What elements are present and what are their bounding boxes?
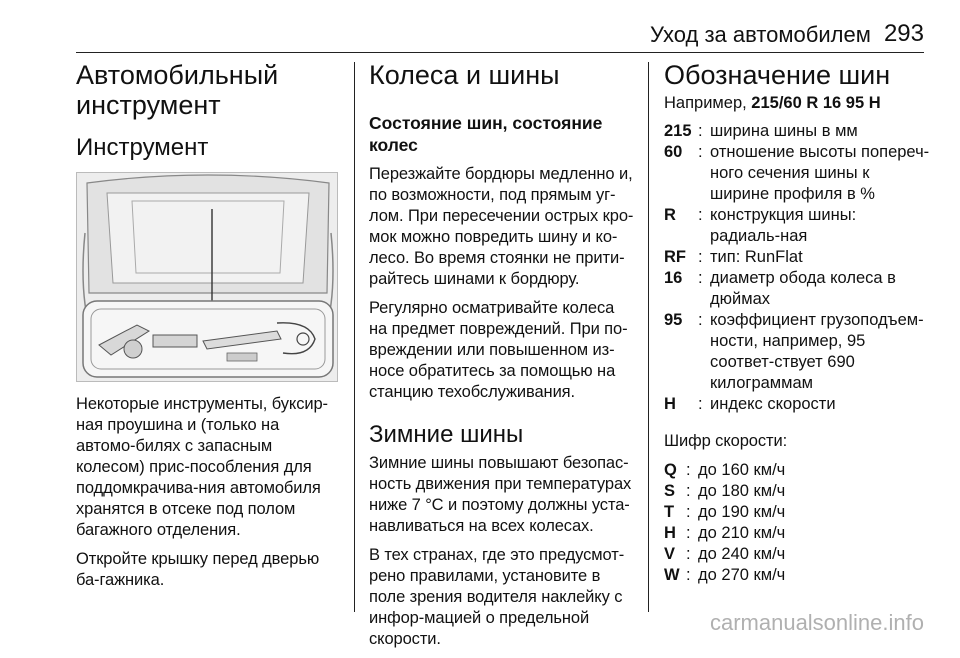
definition-key: 16	[664, 269, 683, 287]
speed-value: до 180 км/ч	[698, 482, 786, 500]
section-heading-line-2: инструмент	[76, 90, 221, 120]
definition-list	[664, 121, 930, 415]
speed-key: V	[664, 545, 676, 563]
definition-colon: :	[698, 269, 703, 287]
definition-colon: :	[698, 206, 703, 224]
definition-key: 215	[664, 122, 692, 140]
speed-row	[664, 544, 930, 565]
tyre-example	[664, 94, 930, 113]
column-tyre-designation	[664, 60, 930, 586]
definition-row	[664, 268, 930, 310]
speed-colon: :	[686, 545, 691, 563]
column-tools	[76, 60, 338, 599]
subheading-tools: Инструмент	[76, 134, 209, 161]
definition-colon: :	[698, 143, 703, 161]
speed-value: до 210 км/ч	[698, 524, 786, 542]
speed-row	[664, 523, 930, 544]
definition-row	[664, 205, 930, 247]
speed-key: H	[664, 524, 676, 542]
header-title: Уход за автомобилем	[650, 22, 871, 47]
speed-colon: :	[686, 482, 691, 500]
section-heading-tools	[76, 60, 338, 120]
section-heading-wheels: Колеса и шины	[369, 60, 560, 90]
definition-key: RF	[664, 248, 686, 266]
section-heading-tyre-designation: Обозначение шин	[664, 60, 891, 90]
speed-colon: :	[686, 461, 691, 479]
page-number: 293	[883, 20, 924, 47]
speed-colon: :	[686, 503, 691, 521]
definition-row	[664, 247, 930, 268]
speed-value: до 270 км/ч	[698, 566, 786, 584]
subheading-winter-tyres: Зимние шины	[369, 421, 524, 448]
column-divider-2	[648, 62, 649, 612]
speed-sticker-paragraph: В тех странах, где это предусмот-рено правилами, установите в поле зрения водителя наклейку с инфор-мацией о предельной скорости.	[369, 546, 625, 648]
speed-value: до 190 км/ч	[698, 503, 786, 521]
speed-key: W	[664, 566, 680, 584]
speed-row	[664, 481, 930, 502]
definition-value: диаметр обода колеса в дюймах	[710, 269, 896, 308]
section-heading-line-1: Автомобильный	[76, 60, 279, 90]
definition-value: индекс скорости	[710, 395, 836, 413]
speed-key: S	[664, 482, 676, 500]
definition-key: H	[664, 395, 676, 413]
speed-colon: :	[686, 566, 691, 584]
definition-value: коэффициент грузоподъем-ности, например, 95 соответ-ствует 690 килограммам	[710, 311, 924, 392]
definition-row	[664, 310, 930, 394]
speed-code-list	[664, 460, 930, 586]
definition-colon: :	[698, 311, 703, 329]
tools-storage-paragraph: Некоторые инструменты, буксир-ная проушина и (только на автомо-билях с запасным колесом) прис-пособления для поддомкрачива-ния автомобиля хранятся в отсеке под полом багажного отделения.	[76, 395, 328, 539]
speed-value: до 160 км/ч	[698, 461, 786, 479]
definition-value: конструкция шины: радиаль-ная	[710, 206, 857, 245]
definition-value: ширина шины в мм	[710, 122, 858, 140]
speed-key: Q	[664, 461, 677, 479]
definition-row	[664, 142, 930, 205]
speed-code-title: Шифр скорости:	[664, 432, 788, 450]
curbs-paragraph: Перезжайте бордюры медленно и, по возможности, под прямым уг-лом. При пересечении острых кро-мок можно повредить шину и ко-лесо. Во время стоянки не прити-райтесь шинами к бордюру.	[369, 165, 634, 288]
definition-value: отношение высоты попереч-ного сечения шины к ширине профиля в %	[710, 143, 930, 203]
definition-row	[664, 121, 930, 142]
column-wheels-tyres	[369, 60, 635, 658]
subheading-tyre-condition: Состояние шин, состояние колес	[369, 113, 603, 155]
definition-row	[664, 394, 930, 415]
definition-key: 95	[664, 311, 683, 329]
definition-colon: :	[698, 395, 703, 413]
definition-colon: :	[698, 248, 703, 266]
trunk-tools-drawing	[77, 173, 338, 382]
definition-key: 60	[664, 143, 683, 161]
trunk-tools-illustration	[76, 172, 338, 382]
definition-key: R	[664, 206, 676, 224]
inspection-paragraph: Регулярно осматривайте колеса на предмет повреждений. При по-вреждении или повышенном из-носе обратитесь за помощью на станцию техобслуживания.	[369, 299, 628, 401]
definition-colon: :	[698, 122, 703, 140]
tyre-example-prefix: Например,	[664, 94, 747, 112]
tyre-example-code: 215/60 R 16 95 H	[751, 94, 881, 112]
speed-value: до 240 км/ч	[698, 545, 786, 563]
watermark: carmanualsonline.info	[709, 610, 924, 635]
tools-open-cover-paragraph: Откройте крышку перед дверью ба-гажника.	[76, 550, 320, 589]
speed-row	[664, 460, 930, 481]
speed-key: T	[664, 503, 675, 521]
speed-row	[664, 502, 930, 523]
column-divider-1	[354, 62, 355, 612]
header-rule	[76, 52, 924, 53]
speed-row	[664, 565, 930, 586]
definition-value: тип: RunFlat	[710, 248, 803, 266]
winter-tyres-paragraph: Зимние шины повышают безопас-ность движения при температурах ниже 7 °С и поэтому должны уста-навливаться на всех колесах.	[369, 454, 632, 535]
speed-colon: :	[686, 524, 691, 542]
